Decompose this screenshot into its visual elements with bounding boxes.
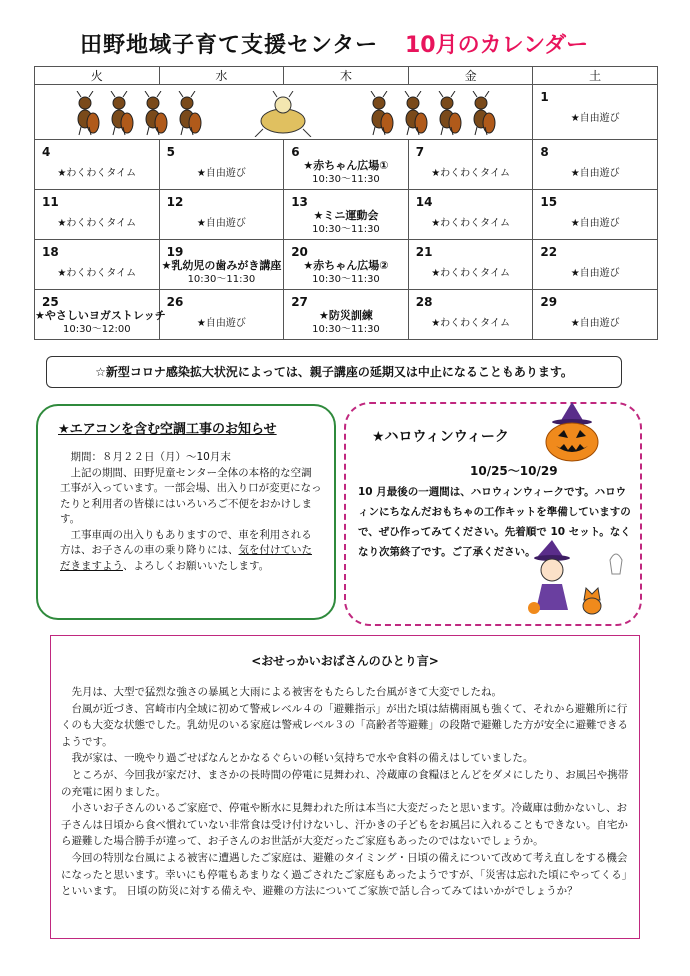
day-number: 7	[415, 145, 425, 159]
event-label: ★わくわくタイム	[57, 168, 137, 179]
calendar-cell-day-22	[533, 240, 658, 290]
weekday-header: 火	[35, 67, 160, 85]
column-body	[61, 684, 631, 900]
month-title: 10月のカレンダー	[405, 33, 589, 58]
day-number: 14	[415, 195, 433, 209]
day-number: 29	[540, 295, 558, 309]
jack-o-lantern-icon	[540, 400, 604, 464]
day-number: 4	[42, 145, 51, 159]
day-number: 13	[291, 195, 308, 209]
calendar-cell-day-12	[159, 190, 284, 240]
event-time: 10:30～11:30	[312, 324, 380, 335]
weekday-header: 土	[533, 67, 658, 85]
event-label: ★ミニ運動会	[313, 209, 379, 222]
ant-musician-icon	[111, 91, 133, 135]
aircon-heading: ★エアコンを含む空調工事のお知らせ	[58, 422, 277, 437]
calendar-cell-day-29	[533, 290, 658, 340]
calendar-cell-day-28	[408, 290, 533, 340]
aircon-body	[60, 450, 322, 574]
day-number: 11	[42, 195, 59, 209]
aircon-paragraph-1: 上記の期間、田野児童センター全体の本格的な空調工事が入っています。一部会場、出入り口が変更になったりと利用者の皆様にはいろいろご不便をおかけします。	[60, 466, 322, 525]
page-header	[80, 28, 620, 58]
event-time: 10:30～11:30	[187, 274, 256, 285]
day-number: 18	[42, 245, 59, 259]
day-number: 21	[415, 245, 433, 259]
aircon-text: 工事車両の出入りもありますので、車を利用される方は、お子さんの車の乗り降りには、	[60, 528, 312, 556]
aircon-underlined-text: 気を付けていただきますよう	[60, 544, 312, 572]
ant-musician-icon	[179, 91, 201, 135]
event-label: ★自由遊び	[196, 168, 246, 179]
ant-musician-icon	[371, 91, 393, 135]
event-label: ★赤ちゃん広場①	[303, 159, 389, 172]
ant-musician-icon	[473, 91, 495, 135]
day-number: 5	[166, 145, 175, 159]
calendar-week-row	[35, 290, 658, 340]
ant-musician-icon	[145, 91, 167, 135]
aircon-period: 期間：８月２２日（月）～10月末	[70, 451, 231, 463]
halloween-dates: 10/25～10/29	[470, 464, 558, 478]
aircon-text: 、よろしくお願いいたします。	[123, 559, 270, 572]
event-label: ★やさしいヨガストレッチ	[35, 309, 166, 322]
event-time: 10:30～11:30	[312, 274, 380, 285]
event-label: ★わくわくタイム	[431, 268, 510, 279]
ant-musician-icon	[405, 91, 427, 135]
day-number: 8	[540, 145, 549, 159]
calendar-cell-day-25	[35, 290, 166, 340]
witch-child-illustration	[526, 540, 624, 618]
calendar-week-row	[35, 85, 658, 140]
column-paragraph: ところが、今回我が家だけ、まさかの長時間の停電に見舞われ、冷蔵庫の食糧ほとんどをダメにしたり、お風呂や携帯の充電に困りました。	[61, 768, 629, 798]
event-time: 10:30～11:30	[312, 174, 380, 185]
event-label: ★自由遊び	[570, 113, 620, 124]
column-paragraph: 小さいお子さんのいるご家庭で、停電や断水に見舞われた所は本当に大変だったと思います。冷蔵庫は動かないし、お子さんは日頃から食べ慣れていない非常食は受け付けないし、汗かきの子どもをお風呂に入れることもできない。自宅から避難した場合勝手が違って、お子さんのお世話が大変だったご家庭もあったのではないでしょうか。	[61, 802, 628, 848]
calendar-cell-day-5	[159, 140, 284, 190]
column-box	[50, 635, 640, 939]
weekday-header: 木	[284, 67, 409, 85]
calendar-cell-day-4	[35, 140, 160, 190]
event-label: ★自由遊び	[570, 218, 620, 229]
weekday-header-row	[35, 67, 658, 85]
day-number: 1	[540, 90, 549, 104]
halloween-body: 10 月最後の一週間は、ハロウィンウィークです。ハロウィンにちなんだおもちゃの工作キットを準備していますので、ぜひ作ってみてください。先着順で 10 セット。なくなり次第終了です。ご了承ください。	[358, 486, 631, 558]
event-label: ★自由遊び	[196, 318, 246, 329]
day-number: 26	[166, 295, 184, 309]
calendar-cell-day-7	[408, 140, 533, 190]
column-heading: <おせっかいおばさんのひとり言>	[251, 654, 439, 668]
day-number: 20	[291, 245, 308, 259]
halloween-heading: ★ハロウィンウィーク	[372, 429, 509, 445]
calendar-table	[34, 66, 658, 340]
calendar-cell-day-26	[159, 290, 284, 340]
calendar-week-row	[35, 240, 658, 290]
event-time: 10:30～11:30	[312, 224, 380, 235]
day-number: 15	[540, 195, 558, 209]
calendar-week-row	[35, 190, 658, 240]
event-label: ★赤ちゃん広場②	[303, 259, 389, 272]
day-number: 22	[540, 245, 558, 259]
center-name: 田野地域子育て支援センター	[80, 33, 379, 58]
event-label: ★わくわくタイム	[431, 168, 510, 179]
event-label: ★わくわくタイム	[431, 318, 510, 329]
event-label: ★わくわくタイム	[57, 218, 137, 229]
calendar-cell-day-19	[159, 240, 284, 290]
event-time: 10:30～12:00	[62, 324, 131, 335]
day-number: 25	[42, 295, 59, 309]
calendar-cell-day-1	[533, 85, 658, 140]
event-label: ★防災訓練	[319, 309, 373, 322]
calendar-banner-cell	[35, 85, 533, 140]
ant-band-illustration	[39, 91, 527, 137]
day-number: 19	[166, 245, 184, 259]
calendar-cell-day-11	[35, 190, 160, 240]
ant-musician-icon	[77, 91, 99, 135]
event-label: ★自由遊び	[196, 218, 246, 229]
weekday-header: 水	[159, 67, 284, 85]
calendar-week-row	[35, 140, 658, 190]
event-label: ★わくわくタイム	[57, 268, 137, 279]
aircon-notice-box	[36, 404, 336, 620]
day-number: 6	[291, 145, 300, 159]
event-label: ★自由遊び	[570, 168, 620, 179]
column-paragraph: 台風が近づき、宮崎市内全域に初めて警戒レベル４の「避難指示」が出た頃は結構雨風も強くて、それから避難所に行くのも大変な状態でした。乳幼児のいる家庭は警戒レベル３の「高齢者等避難」の段階で避難した方が安全に避難できるようです。	[61, 702, 628, 748]
calendar-cell-day-20	[284, 240, 409, 290]
covid-notice: ☆新型コロナ感染拡大状況によっては、親子講座の延期又は中止になることもあります。	[46, 356, 622, 388]
aircon-paragraph-2	[60, 528, 322, 575]
column-paragraph: 我が家は、一晩やり過ごせばなんとかなるぐらいの軽い気持ちで水や食料の備えはしていました。	[71, 752, 534, 765]
weekday-header: 金	[408, 67, 533, 85]
halloween-box	[344, 402, 642, 626]
calendar-cell-day-14	[408, 190, 533, 240]
event-label: ★乳幼児の歯みがき講座	[161, 259, 282, 272]
ant-musician-icon	[439, 91, 461, 135]
column-paragraph: 今回の特別な台風による被害に遭遇したご家庭は、避難のタイミング・日頃の備えについて改めて考え直しをする機会になったと思います。幸いにも停電もあまりなく過ごされたご家庭もあったようですが、「災害は忘れた頃にやってくる」といいます。 日頃の防災に対する備えや、避難の方法についてご家族で話し合ってみてはいかがでしょうか？	[61, 851, 628, 898]
calendar-cell-day-27	[284, 290, 409, 340]
day-number: 27	[291, 295, 308, 309]
event-label: ★わくわくタイム	[431, 218, 510, 229]
calendar-cell-day-18	[35, 240, 160, 290]
event-label: ★自由遊び	[570, 318, 620, 329]
event-label: ★自由遊び	[570, 268, 620, 279]
day-number: 12	[166, 195, 184, 209]
calendar-cell-day-6	[284, 140, 409, 190]
calendar-cell-day-15	[533, 190, 658, 240]
grasshopper-icon	[255, 91, 311, 137]
calendar-cell-day-21	[408, 240, 533, 290]
calendar-cell-day-13	[284, 190, 409, 240]
column-paragraph: 先月は、大型で猛烈な強さの暴風と大雨による被害をもたらした台風がきて大変でしたね。	[71, 686, 502, 698]
day-number: 28	[415, 295, 433, 309]
calendar-cell-day-8	[533, 140, 658, 190]
